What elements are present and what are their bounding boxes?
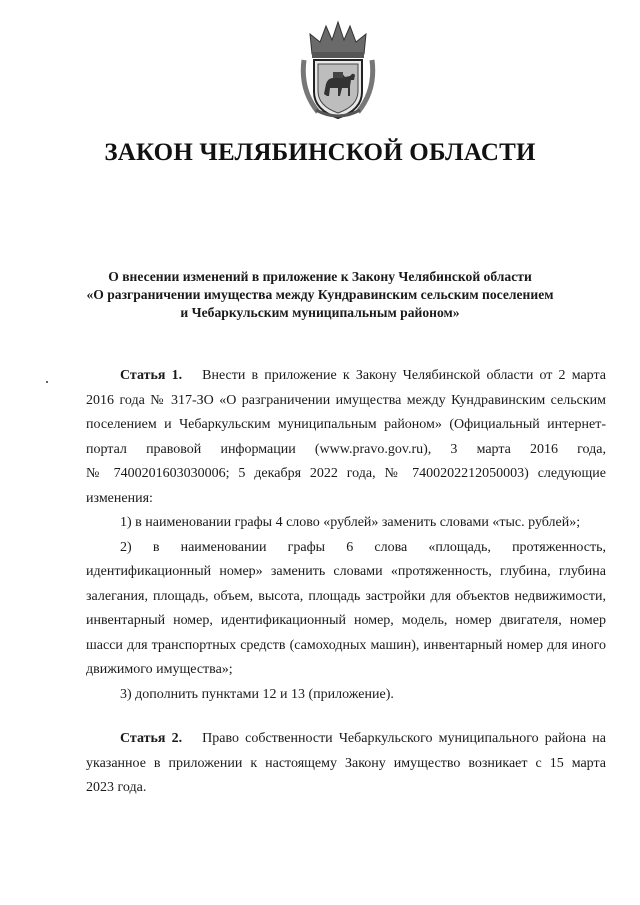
paragraph-line: 2023 года.: [86, 780, 147, 795]
paragraph-line: указанное в приложении к настоящему Закону имущество возникает с 15 марта: [86, 755, 606, 771]
article-1-label: Статья 1.: [120, 368, 183, 383]
article-1: [86, 364, 606, 707]
list-item-1: 1) в наименовании графы 4 слово «рублей» заменить словами «тыс. рублей»;: [120, 515, 581, 530]
paragraph-line: движимого имущества»;: [86, 662, 233, 677]
paragraph-line: поселением и Чебаркульским муниципальным районом» (Официальный интернет-: [86, 417, 606, 432]
paragraph-line: идентификационный номер» заменить словами «протяженность, глубина, глубина: [86, 564, 606, 579]
paragraph-line: портал правовой информации (www.pravo.gov.ru), 3 марта 2016 года,: [86, 441, 606, 457]
subtitle-line: О внесении изменений в приложение к Закону Челябинской области: [108, 269, 532, 284]
paragraph-line: изменения:: [86, 490, 153, 506]
paragraph-line: № 7400201603030006; 5 декабря 2022 года, № 7400202212050003) следующие: [86, 466, 606, 481]
subtitle-line: и Чебаркульским муниципальным районом»: [180, 305, 460, 320]
document-subtitle: [60, 268, 580, 322]
paragraph-line: [86, 364, 606, 389]
article-2-label: Статья 2.: [120, 731, 183, 746]
paragraph-line: [86, 727, 606, 752]
article-1-line-1: Внести в приложение к Закону Челябинской области от 2 марта: [202, 368, 606, 383]
paragraph-line: инвентарный номер, идентификационный номер, модель, номер двигателя, номер: [86, 613, 606, 628]
article-2: [86, 727, 606, 801]
list-item-3: 3) дополнить пунктами 12 и 13 (приложение).: [120, 686, 394, 702]
document-title: ЗАКОН ЧЕЛЯБИНСКОЙ ОБЛАСТИ: [104, 139, 536, 166]
paragraph-line: шасси для транспортных средств (самоходных машин), инвентарный номер для иного: [86, 637, 606, 653]
list-item-2: 2) в наименовании графы 6 слова «площадь, протяженность,: [120, 539, 606, 555]
paragraph-line: 2016 года № 317-ЗО «О разграничении имущества между Кундравинским сельским: [86, 392, 606, 408]
subtitle-line: «О разграничении имущества между Кундравинским сельским поселением: [86, 287, 554, 302]
paragraph-line: залегания, площадь, объем, высота, площадь застройки для объектов недвижимости,: [86, 588, 606, 604]
chelyabinsk-coat-of-arms-icon: [298, 20, 378, 120]
article-2-line-1: Право собственности Чебаркульского муниципального района на: [202, 731, 607, 746]
scan-speck: [46, 381, 48, 383]
